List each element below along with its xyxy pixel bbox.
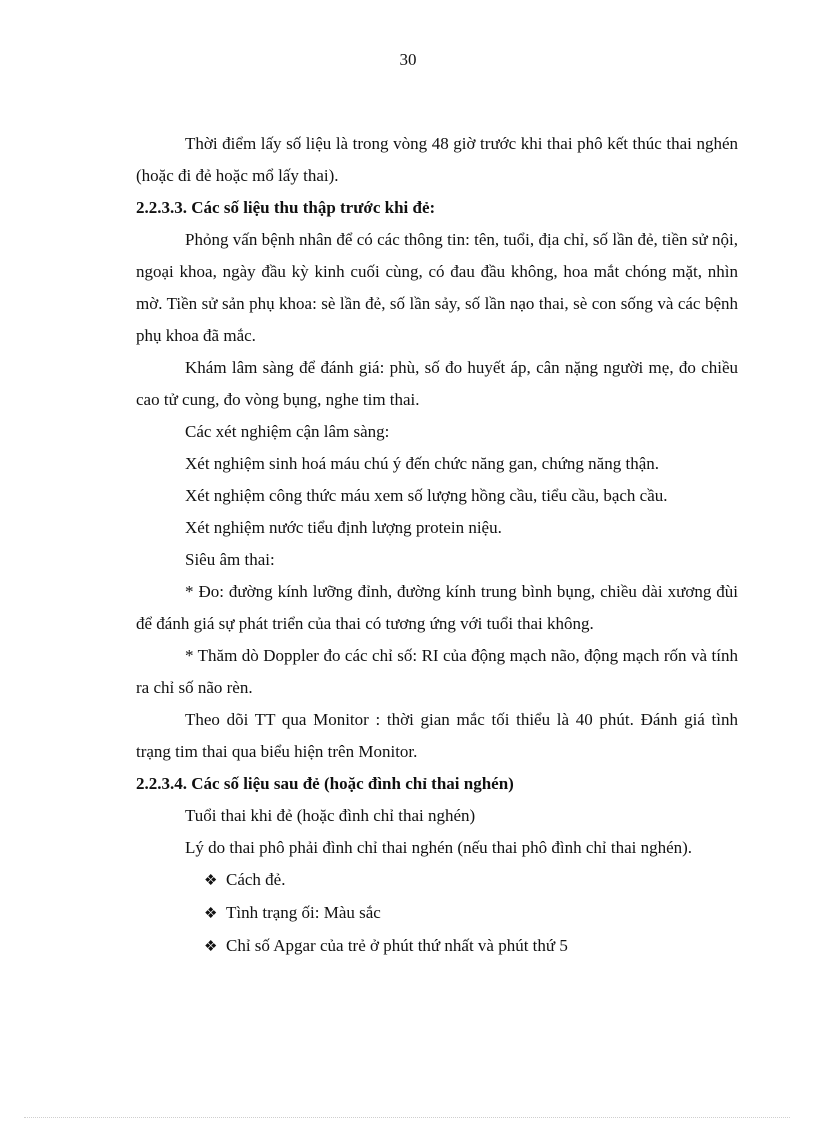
document-body [136,128,738,963]
list-item [204,930,738,963]
diamond-bullet-icon: ❖ [204,906,218,922]
list-item [204,864,738,897]
paragraph-ultrasound: Siêu âm thai: [185,550,275,569]
section-heading-pre-delivery: 2.2.3.3. Các số liệu thu thập trước khi đẻ: [136,198,436,217]
paragraph-doppler: * Thăm dò Doppler đo các chỉ số: RI của động mạch não, động mạch rốn và tính ra chỉ số não rèn. [136,646,738,697]
paragraph-urine-test: Xét nghiệm nước tiểu định lượng protein niệu. [185,518,502,537]
paragraph-monitor: Theo dõi TT qua Monitor : thời gian mắc tối thiểu là 40 phút. Đánh giá tình trạng tim thai qua biểu hiện trên Monitor. [136,710,738,761]
list-item-text: Chỉ số Apgar của trẻ ở phút thứ nhất và phút thứ 5 [226,936,568,955]
paragraph-blood-chemistry: Xét nghiệm sinh hoá máu chú ý đến chức năng gan, chứng năng thận. [185,454,659,473]
page-number: 30 [399,50,417,69]
diamond-bullet-icon: ❖ [204,873,218,889]
page-bottom-divider [24,1117,790,1118]
paragraph-clinical-exam: Khám lâm sàng để đánh giá: phù, số đo huyết áp, cân nặng người mẹ, đo chiều cao tử cung, đo vòng bụng, nghe tim thai. [136,358,738,409]
list-item-text: Tình trạng ối: Màu sắc [226,903,381,922]
paragraph-lab-tests: Các xét nghiệm cận lâm sàng: [185,422,390,441]
diamond-bullet-icon: ❖ [204,939,218,955]
section-heading-post-delivery: 2.2.3.4. Các số liệu sau đẻ (hoặc đình chỉ thai nghén) [136,774,514,793]
paragraph-blood-count: Xét nghiệm công thức máu xem số lượng hồng cầu, tiểu cầu, bạch cầu. [185,486,668,505]
list-item [204,897,738,930]
list-item-text: Cách đẻ. [226,870,286,889]
paragraph-data-timing: Thời điểm lấy số liệu là trong vòng 48 giờ trước khi thai phô kết thúc thai nghén (hoặc đi đẻ hoặc mổ lấy thai). [136,134,738,185]
paragraph-gestational-age: Tuổi thai khi đẻ (hoặc đình chỉ thai nghén) [185,806,476,825]
paragraph-termination-reason: Lý do thai phô phải đình chỉ thai nghén (nếu thai phô đình chỉ thai nghén). [185,838,693,857]
bullet-list [136,864,738,963]
paragraph-interview: Phỏng vấn bệnh nhân để có các thông tin: tên, tuổi, địa chỉ, số lần đẻ, tiền sử nội, ngoại khoa, ngày đầu kỳ kinh cuối cùng, có đau đầu không, hoa mắt chóng mặt, nhìn mờ. Tiền sử sản phụ khoa: sè lần đẻ, số lần sảy, số lần nạo thai, sè con sống và các bệnh phụ khoa đã mắc. [136,230,738,345]
paragraph-measurements: * Đo: đường kính lưỡng đỉnh, đường kính trung bình bụng, chiều dài xương đùi để đánh giá sự phát triển của thai có tương ứng với tuổi thai không. [136,582,738,633]
